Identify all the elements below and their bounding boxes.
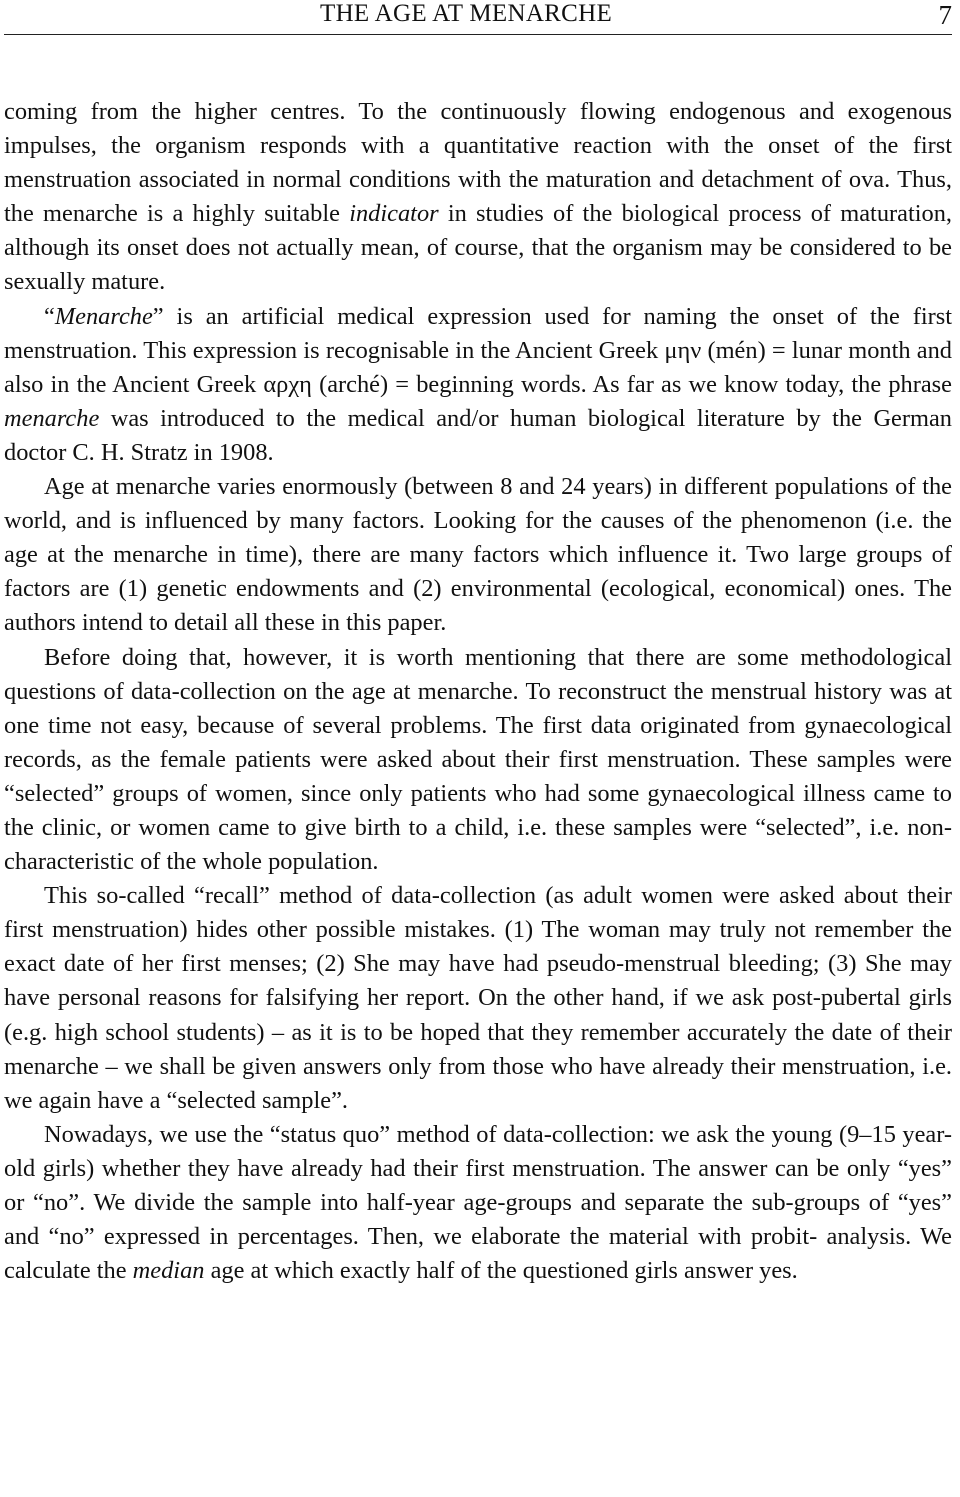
menarche-phrase-emphasis: menarche [4, 404, 100, 432]
paragraph-2 [4, 300, 952, 470]
paragraph-2-open-quote: “ [44, 302, 55, 330]
paragraph-6-text-a: Nowadays, we use the “status quo” method of data-collection: we ask the young (9–15 year-old girls) whether they have already had their first menstruation. The answer can be only “yes” or “no”. We divide the sample into half-year age-groups and separate the sub-groups of “yes” and “no” expressed in percentages. Then, we elaborate the material with probit- analysis. We calculate the [4, 1120, 952, 1285]
document-page [4, 0, 952, 1288]
indicator-emphasis: indicator [349, 200, 439, 228]
paragraph-1-text-a: coming from the higher centres. To the continuously flowing endogenous and exogenous impulses, the organism responds with a quantitative reaction with the onset of the first menstruation associated in normal conditions with the maturation and detachment of ova. Thus, the menarche is a highly suitable [4, 98, 952, 228]
paragraph-1-text-c: in studies of the biological process of maturation, although its onset does not actually mean, of course, that the organism may be considered to be sexually mature. [4, 200, 952, 296]
paragraph-1 [4, 95, 952, 300]
paragraph-3: Age at menarche varies enormously (between 8 and 24 years) in different populations of the world, and is influenced by many factors. Looking for the causes of the phenomenon (i.e. the age at the menarche in time), there are many factors which influence it. Two large groups of factors are (1) genetic endowments and (2) environmental (ecological, economical) ones. The authors intend to detail all these in this paper. [4, 473, 952, 637]
running-title: THE AGE AT MENARCHE [320, 0, 613, 27]
median-emphasis: median [132, 1257, 205, 1285]
page-number: 7 [938, 0, 952, 30]
paragraph-4: Before doing that, however, it is worth mentioning that there are some methodological questions of data-collection on the age at menarche. To reconstruct the menstrual history was at one time not easy, because of several problems. The first data originated from gynaecological records, as the female patients were asked about their first menstruation. These samples were “selected” groups of women, since only patients who had some gynaecological illness came to the clinic, or women came to give birth to a child, i.e. these samples were “selected”, i.e. non-characteristic of the whole population. [4, 643, 952, 876]
paragraph-6-text-c: age at which exactly half of the questioned girls answer yes. [204, 1257, 798, 1285]
paragraph-6 [4, 1118, 952, 1288]
body-text [4, 95, 952, 1288]
running-header [4, 0, 952, 35]
menarche-term-emphasis: Menarche [54, 302, 153, 330]
paragraph-5: This so-called “recall” method of data-collection (as adult women were asked about their first menstruation) hides other possible mistakes. (1) The woman may truly not remember the exact date of her first menses; (2) She may have had pseudo-menstrual bleeding; (3) She may have personal reasons for falsifying her report. On the other hand, if we ask post-pubertal girls (e.g. high school students) – as it is to be hoped that they remember accurately the date of their menarche – we shall be given answers only from those who have already their menstruation, i.e. we again have a “selected sample”. [4, 882, 952, 1114]
paragraph-2-text-c: ” is an artificial medical expression used for naming the onset of the first menstruation. This expression is recognisable in the Ancient Greek μην (mén) = lunar month and also in the Ancient Greek αρχη (arché) = beginning words. As far as we know today, the phrase [4, 302, 952, 398]
paragraph-2-text-e: was introduced to the medical and/or human biological literature by the German doctor C. H. Stratz in 1908. [4, 404, 952, 466]
